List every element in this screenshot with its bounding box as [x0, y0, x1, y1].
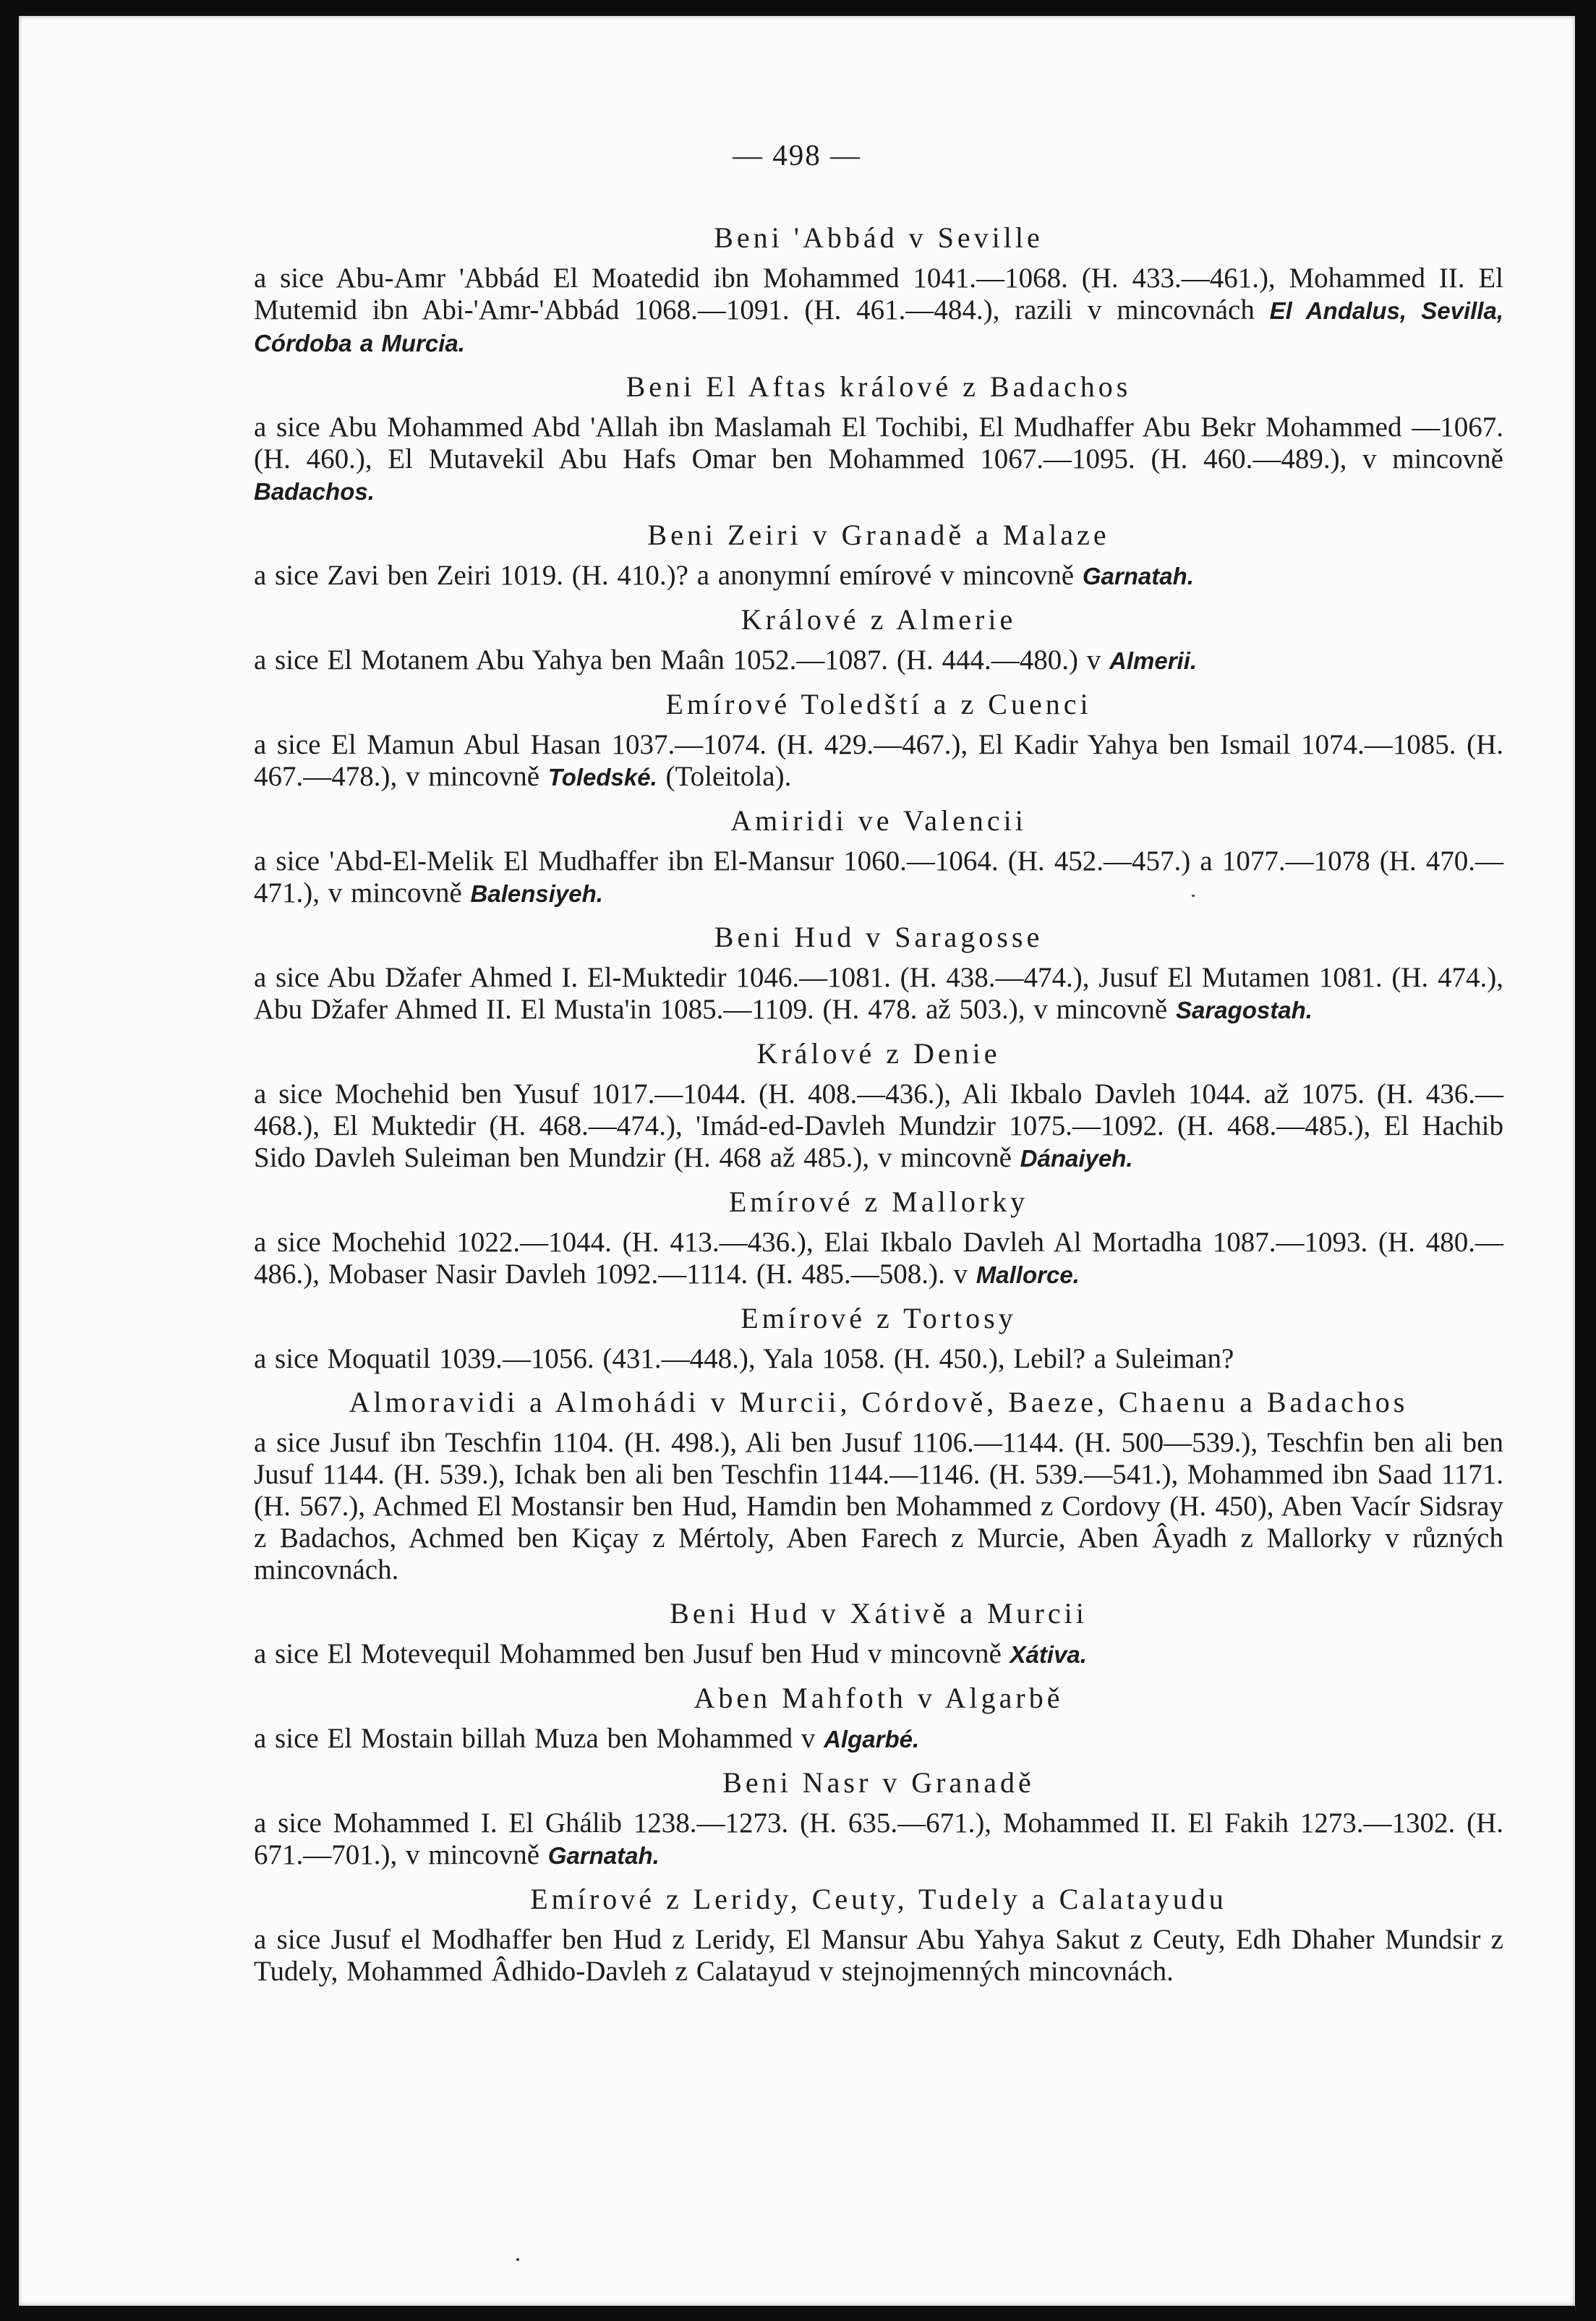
mint-name: Garnatah.	[547, 1842, 660, 1869]
section-body: a sice Abu Mohammed Abd 'Allah ibn Maslamah El Tochibi, El Mudhaffer Abu Bekr Mohammed —1067. (H. 460.), El Mutavekil Abu Hafs Omar ben Mohammed 1067.—1095. (H. 460.—489.), v mincovně	[254, 412, 1503, 474]
section-body: a sice Zavi ben Zeiri 1019. (H. 410.)? a anonymní emírové v mincovně	[254, 560, 1075, 591]
section-toledo-cuenca	[254, 687, 1503, 793]
section-text	[254, 729, 1503, 793]
section-amiridi-valencia	[254, 804, 1503, 910]
section-title: Králové z Denie	[756, 1037, 1001, 1070]
mint-name: Toledské.	[547, 764, 657, 791]
section-body: a sice El Motevequil Mohammed ben Jusuf ben Hud v mincovně	[254, 1638, 1002, 1669]
section-almoravidi	[254, 1385, 1503, 1586]
section-title: Emírové z Mallorky	[728, 1185, 1029, 1218]
section-title: Almoravidi a Almohádi v Murcii, Córdově, Baeze, Chaenu a Badachos	[349, 1386, 1409, 1418]
page-number: — 498 —	[733, 138, 861, 171]
mint-name: Saragostah.	[1176, 997, 1313, 1023]
section-body: a sice El Motanem Abu Yahya ben Maân 1052.—1087. (H. 444.—480.) v	[254, 644, 1101, 676]
section-almeria	[254, 602, 1503, 677]
page-content	[254, 221, 1503, 1988]
section-title: Králové z Almerie	[741, 603, 1017, 636]
section-title: Beni Hud v Saragosse	[714, 921, 1044, 953]
section-tortosa	[254, 1301, 1503, 1375]
section-body: a sice Abu-Amr 'Abbád El Moatedid ibn Mohammed 1041.—1068. (H. 433.—461.), Mohammed II. El Mutemid ibn Abi-'Amr-'Abbád 1068.—1091. (H. 461.—484.), razili v mincovnách	[254, 263, 1503, 325]
section-zeiri-granada	[254, 518, 1503, 592]
mint-name: Badachos.	[254, 478, 375, 505]
section-text	[254, 1807, 1503, 1872]
section-abbad-seville	[254, 221, 1503, 359]
scan-speck	[516, 2258, 519, 2261]
section-title: Beni Zeiri v Granadě a Malaze	[647, 519, 1110, 551]
section-body: a sice Abu Džafer Ahmed I. El-Muktedir 1046.—1081. (H. 438.—474.), Jusuf El Mutamen 1081. (H. 474.), Abu Džafer Ahmed II. El Musta'in 1085.—1109. (H. 478. až 503.), v mincovně	[254, 962, 1503, 1025]
section-text	[254, 560, 1503, 592]
section-body: a sice Mohammed I. El Ghálib 1238.—1273. (H. 635.—671.), Mohammed II. El Fakih 1273.—1302. (H. 671.—701.), v mincovně	[254, 1807, 1503, 1870]
section-title: Emírové z Tortosy	[741, 1302, 1017, 1334]
section-text	[254, 1343, 1503, 1375]
section-body: a sice 'Abd-El-Melik El Mudhaffer ibn El-Mansur 1060.—1064. (H. 452.—457.) a 1077.—1078 (H. 470.—471.), v mincovně	[254, 846, 1503, 908]
section-hud-xativa	[254, 1596, 1503, 1671]
mint-name: Algarbé.	[824, 1726, 920, 1753]
section-title: Beni El Aftas králové z Badachos	[626, 370, 1132, 403]
book-page	[19, 16, 1575, 2306]
section-body: a sice El Mamun Abul Hasan 1037.—1074. (H. 429.—467.), El Kadir Yahya ben Ismail 1074.—1085. (H. 467.—478.), v mincovně	[254, 729, 1503, 792]
mint-name: Garnatah.	[1082, 563, 1194, 589]
section-body: a sice Jusuf el Modhaffer ben Hud z Leridy, El Mansur Abu Yahya Sakut z Ceuty, Edh Dhaher Mundsir z Tudely, Mohammed Âdhido-Davleh z Calatayud v stejnojmenných mincovnách.	[254, 1924, 1503, 1987]
section-title: Beni 'Abbád v Seville	[714, 221, 1044, 254]
section-denia	[254, 1036, 1503, 1175]
section-tail: (Toleitola).	[665, 761, 792, 792]
section-text	[254, 644, 1503, 677]
section-text	[254, 263, 1503, 359]
section-lerida-ceuta	[254, 1882, 1503, 1988]
section-text	[254, 412, 1503, 508]
section-hud-saragossa	[254, 920, 1503, 1026]
section-body: a sice Jusuf ibn Teschfin 1104. (H. 498.), Ali ben Jusuf 1106.—1144. (H. 500—539.), Teschfin ben ali ben Jusuf 1144. (H. 539.), Ichak ben ali ben Teschfin 1144.—1146. (H. 539.—541.), Mohammed ibn Saad 1171. (H. 567.), Achmed El Mostansir ben Hud, Hamdin ben Mohammed z Cordovy (H. 450), Aben Vacír Sidsray z Badachos, Achmed ben Kiçay z Mértoly, Aben Farech z Murcie, Aben Âyadh z Mallorky v různých mincovnách.	[254, 1427, 1503, 1585]
mint-name: Dánaiyeh.	[1020, 1145, 1133, 1172]
section-mallorca	[254, 1185, 1503, 1291]
section-body: a sice El Mostain billah Muza ben Mohammed v	[254, 1723, 816, 1754]
mint-name: Almerii.	[1109, 647, 1198, 674]
section-text	[254, 1427, 1503, 1586]
section-aftas-badachos	[254, 370, 1503, 508]
section-text	[254, 1924, 1503, 1988]
section-title: Emírové Toledští a z Cuenci	[665, 688, 1092, 720]
section-title: Beni Hud v Xátivě a Murcii	[670, 1597, 1088, 1630]
scan-speck	[1192, 895, 1195, 897]
section-text	[254, 1638, 1503, 1671]
mint-name: Mallorce.	[976, 1261, 1080, 1288]
section-text	[254, 846, 1503, 910]
section-body: a sice Moquatil 1039.—1056. (431.—448.), Yala 1058. (H. 450.), Lebil? a Suleiman?	[254, 1343, 1234, 1374]
mint-name: El Andalus, Sevilla, Córdoba a Murcia.	[254, 297, 1503, 357]
section-body: a sice Mochehid ben Yusuf 1017.—1044. (H. 408.—436.), Ali Ikbalo Davleh 1044. až 1075. (H. 436.—468.), El Muktedir (H. 468.—474.), 'Imád-ed-Davleh Mundzir 1075.—1092. (H. 468.—485.), El Hachib Sido Davleh Suleiman ben Mundzir (H. 468 až 485.), v mincovně	[254, 1078, 1503, 1173]
section-title: Beni Nasr v Granadě	[722, 1766, 1035, 1799]
section-nasr-granada	[254, 1766, 1503, 1872]
section-text	[254, 962, 1503, 1026]
mint-name: Balensiyeh.	[470, 880, 603, 907]
section-body: a sice Mochehid 1022.—1044. (H. 413.—436.), Elai Ikbalo Davleh Al Mortadha 1087.—1093. (H. 480.—486.), Mobaser Nasir Davleh 1092.—1114. (H. 485.—508.). v	[254, 1227, 1503, 1290]
section-title: Emírové z Leridy, Ceuty, Tudely a Calatayudu	[530, 1883, 1227, 1915]
section-title: Aben Mahfoth v Algarbě	[694, 1682, 1064, 1714]
mint-name: Xátiva.	[1010, 1641, 1087, 1668]
section-title: Amiridi ve Valencii	[730, 804, 1027, 837]
section-mahfoth-algarve	[254, 1681, 1503, 1755]
section-text	[254, 1227, 1503, 1291]
section-text	[254, 1723, 1503, 1755]
section-text	[254, 1078, 1503, 1175]
